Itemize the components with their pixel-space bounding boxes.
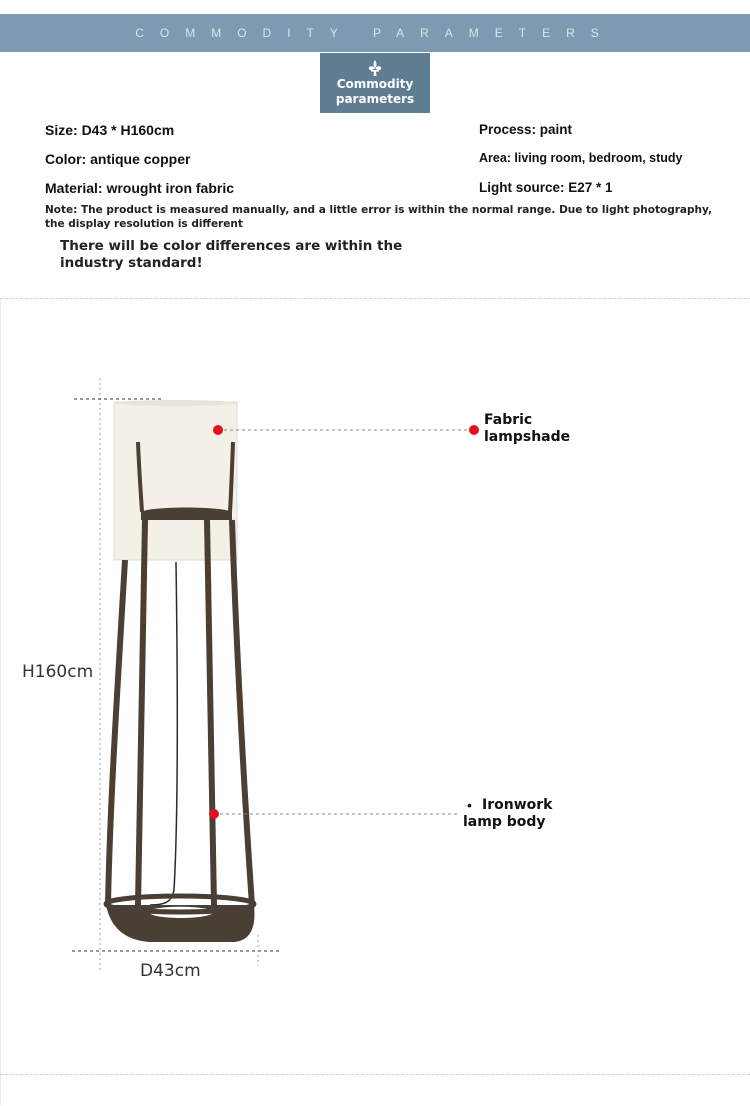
leg-left-inner: [138, 520, 145, 905]
spec-material: Material: wrought iron fabric: [45, 180, 235, 196]
height-dimension-label: H160cm: [22, 662, 94, 682]
callout-body-bullet: •: [467, 797, 472, 813]
spec-light-source: Light source: E27 * 1: [479, 180, 613, 195]
callout-body-line-1: Ironwork: [482, 797, 553, 813]
callout-lampshade: [484, 412, 570, 446]
leg-right-outer: [232, 520, 252, 905]
tag-line-1: Commodity: [336, 77, 414, 91]
callout-body-line-2: lamp body: [463, 814, 546, 830]
banner-title: COMMODITY PARAMETERS: [135, 26, 615, 40]
spec-area: Area: living room, bedroom, study: [479, 151, 683, 165]
leg-left-outer: [108, 560, 125, 905]
body-marker: [209, 809, 219, 819]
color-difference-note: There will be color differences are within the industry standard!: [60, 238, 403, 271]
tag-line-2: parameters: [335, 92, 415, 106]
spec-size: Size: D43 * H160cm: [45, 122, 175, 138]
leg-right-inner: [207, 520, 214, 905]
frame-ring: [141, 508, 232, 521]
shade-marker: [213, 425, 223, 435]
power-cord: [150, 562, 177, 905]
callout-lampshade-line-1: Fabric: [484, 412, 533, 428]
lampshade-top: [114, 400, 237, 406]
spec-color: Color: antique copper: [45, 151, 191, 167]
depth-dimension-label: D43cm: [140, 961, 201, 981]
spec-process: Process: paint: [479, 122, 573, 137]
base-rim: [106, 896, 254, 912]
shade-callout-marker: [469, 425, 479, 435]
callout-lampshade-line-2: lampshade: [484, 429, 571, 445]
measurement-note: Note: The product is measured manually, and a little error is within the normal range. Due to light photography, the display resolution is different: [45, 204, 713, 230]
